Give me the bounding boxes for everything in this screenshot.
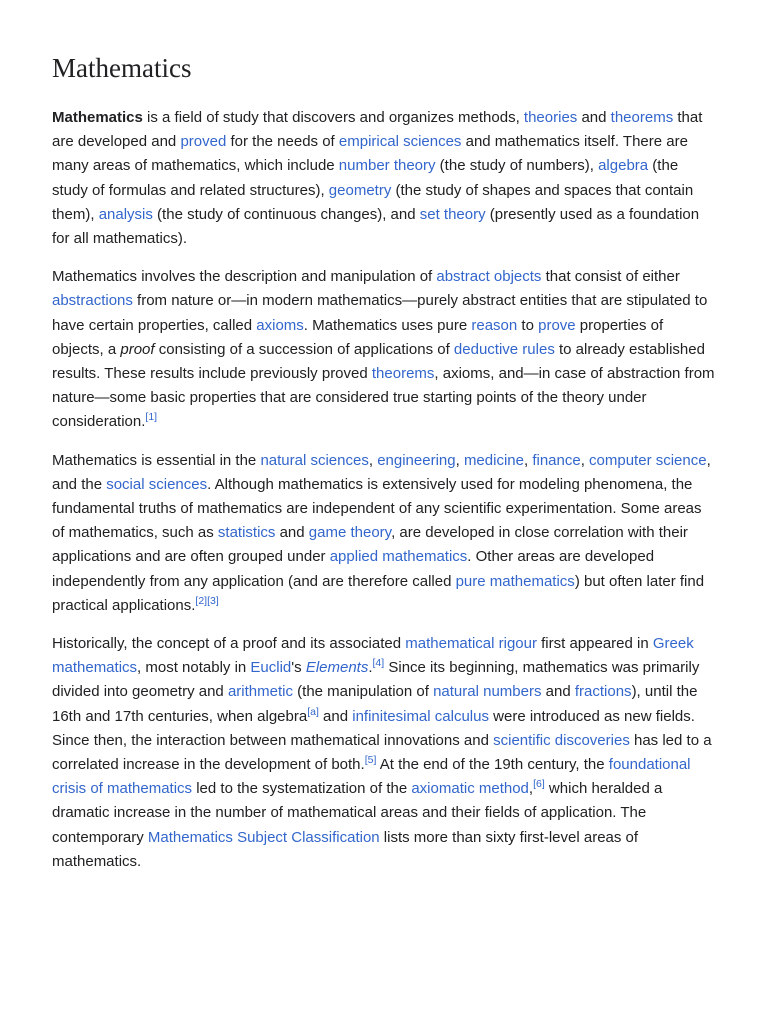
text-run: for the needs of bbox=[226, 133, 339, 151]
text-run: ) but often later find practical applications. bbox=[52, 572, 705, 614]
reference-link[interactable]: [5] bbox=[364, 754, 377, 767]
text-run: . Although mathematics is extensively used for modeling phenomena, the fundamental truths of mathematics are independent of any scientific experimentation. Some areas of mathematics, such as bbox=[52, 475, 702, 542]
link-medicine[interactable]: medicine bbox=[463, 451, 524, 469]
text-run: to already established results. These results include previously proved bbox=[52, 340, 705, 383]
text-run: Since its beginning, mathematics was primarily divided into geometry and bbox=[52, 659, 700, 701]
text-run: (the study of continuous changes), and bbox=[152, 205, 420, 223]
text-run: , most notably in bbox=[137, 659, 251, 677]
link-deductive-rules[interactable]: deductive rules bbox=[453, 340, 555, 358]
text-run: , bbox=[528, 780, 534, 798]
link-euclid[interactable]: Euclid bbox=[250, 659, 292, 677]
link-algebra[interactable]: algebra bbox=[598, 157, 649, 175]
link-arithmetic[interactable]: arithmetic bbox=[227, 683, 293, 701]
text-run: , are developed in close correlation with their applications and are often grouped under bbox=[52, 524, 688, 566]
text-run: 's bbox=[291, 659, 306, 677]
link-social-sciences[interactable]: social sciences bbox=[106, 475, 208, 493]
paragraph-2 bbox=[52, 265, 716, 434]
text-run: At the end of the 19th century, the bbox=[376, 756, 609, 774]
text-run: (the study of shapes and spaces that contain them), bbox=[52, 181, 694, 223]
text-run: and bbox=[541, 683, 575, 701]
text-run: , bbox=[455, 451, 464, 469]
link-applied-mathematics[interactable]: applied mathematics bbox=[329, 548, 468, 566]
link-greek-mathematics[interactable]: Greek mathematics bbox=[52, 635, 694, 677]
link-elements[interactable]: Elements bbox=[305, 659, 369, 677]
link-game-theory[interactable]: game theory bbox=[308, 524, 392, 542]
link-fractions[interactable]: fractions bbox=[574, 683, 632, 701]
text-run: , bbox=[580, 451, 590, 469]
text-run: from nature or—in modern mathematics—purely abstract entities that are stipulated to have certain properties, called bbox=[52, 292, 708, 334]
bold-term: Mathematics bbox=[52, 109, 143, 126]
text-run: Historically, the concept of a proof and its associated bbox=[52, 635, 406, 653]
text-run: consisting of a succession of applications of bbox=[154, 340, 454, 358]
reference-1[interactable] bbox=[145, 411, 157, 423]
text-run: and bbox=[318, 707, 353, 725]
link-statistics[interactable]: statistics bbox=[217, 524, 276, 542]
reference-4[interactable] bbox=[373, 657, 385, 669]
link-abstract-objects[interactable]: abstract objects bbox=[436, 268, 542, 286]
text-run: . bbox=[368, 659, 373, 677]
link-axiomatic-method[interactable]: axiomatic method bbox=[411, 780, 529, 798]
link-engineering[interactable]: engineering bbox=[377, 451, 456, 469]
reference-link[interactable]: [a] bbox=[307, 705, 319, 718]
text-run: is a field of study that discovers and organizes methods, bbox=[142, 109, 524, 126]
link-analysis[interactable]: analysis bbox=[98, 205, 153, 223]
link-empirical-sciences[interactable]: empirical sciences bbox=[338, 133, 462, 151]
reference-a[interactable] bbox=[307, 706, 319, 718]
text-run: led to the systematization of the bbox=[192, 780, 412, 798]
text-run: ), until the 16th and 17th centuries, when algebra bbox=[52, 683, 698, 725]
text-run: (the study of formulas and related structures), bbox=[52, 157, 679, 199]
paragraph-4 bbox=[52, 632, 716, 874]
paragraph-3 bbox=[52, 449, 716, 618]
link-theories[interactable]: theories bbox=[523, 109, 578, 126]
text-run: properties of objects, a bbox=[52, 316, 664, 358]
link-scientific-discoveries[interactable]: scientific discoveries bbox=[493, 731, 630, 749]
text-run: which heralded a dramatic increase in the number of mathematical areas and their fields of application. The contemporary bbox=[52, 780, 663, 846]
link-pure-mathematics[interactable]: pure mathematics bbox=[455, 572, 575, 590]
link-abstractions[interactable]: abstractions bbox=[52, 292, 133, 310]
text-run: , axioms, and—in case of abstraction from nature—some basic properties that are considered true starting points of the theory under consideration. bbox=[52, 365, 715, 431]
text-run: . Mathematics uses pure bbox=[303, 316, 472, 334]
link-natural-numbers[interactable]: natural numbers bbox=[433, 683, 542, 701]
link-infinitesimal-calculus[interactable]: infinitesimal calculus bbox=[352, 707, 489, 725]
reference-link[interactable]: [1] bbox=[145, 411, 158, 424]
text-run: and mathematics itself. There are many areas of mathematics, which include bbox=[52, 133, 688, 175]
link-axioms[interactable]: axioms bbox=[256, 316, 304, 334]
link-reason[interactable]: reason bbox=[471, 316, 518, 334]
text-run: , bbox=[523, 451, 533, 469]
link-set-theory[interactable]: set theory bbox=[419, 205, 486, 223]
reference-link[interactable]: [3] bbox=[207, 594, 219, 607]
reference-2[interactable] bbox=[195, 595, 207, 607]
link-number-theory[interactable]: number theory bbox=[338, 157, 436, 175]
link-proved[interactable]: proved bbox=[180, 133, 227, 151]
text-run: Mathematics involves the description and manipulation of bbox=[52, 268, 437, 286]
link-finance[interactable]: finance bbox=[532, 451, 581, 469]
reference-link[interactable]: [2] bbox=[195, 594, 208, 607]
text-run: first appeared in bbox=[536, 635, 653, 653]
link-natural-sciences[interactable]: natural sciences bbox=[260, 451, 369, 469]
text-run: (presently used as a foundation for all mathematics). bbox=[52, 205, 700, 248]
text-run: that consist of either bbox=[541, 268, 680, 286]
text-run: to bbox=[517, 316, 539, 334]
paragraph-1 bbox=[52, 106, 716, 251]
link-mathematics-subject-classification[interactable]: Mathematics Subject Classification bbox=[147, 828, 380, 846]
text-run: has led to a correlated increase in the development of both. bbox=[52, 731, 712, 774]
reference-6[interactable] bbox=[533, 778, 545, 790]
link-computer-science[interactable]: computer science bbox=[589, 451, 707, 469]
text-run: and bbox=[275, 524, 309, 542]
text-run: were introduced as new fields. Since then, the interaction between mathematical innovations and bbox=[52, 707, 695, 749]
link-theorems[interactable]: theorems bbox=[371, 365, 435, 383]
reference-link[interactable]: [6] bbox=[533, 778, 545, 791]
page-title: Mathematics bbox=[52, 53, 192, 83]
link-prove[interactable]: prove bbox=[538, 316, 576, 334]
reference-3[interactable] bbox=[207, 595, 219, 607]
reference-5[interactable] bbox=[365, 754, 377, 766]
text-run: Mathematics is essential in the bbox=[52, 451, 261, 469]
link-foundational-crisis-of-mathematics[interactable]: foundational crisis of mathematics bbox=[52, 756, 691, 798]
text-run: (the study of numbers), bbox=[435, 157, 599, 175]
reference-link[interactable]: [4] bbox=[372, 657, 385, 670]
text-run: lists more than sixty first-level areas of mathematics. bbox=[52, 828, 639, 870]
text-run: , bbox=[368, 451, 378, 469]
text-run: , and the bbox=[52, 451, 711, 493]
link-mathematical-rigour[interactable]: mathematical rigour bbox=[405, 635, 537, 653]
link-theorems[interactable]: theorems bbox=[610, 109, 674, 126]
text-run: and bbox=[577, 109, 611, 126]
text-run: that are developed and bbox=[52, 109, 703, 151]
link-geometry[interactable]: geometry bbox=[328, 181, 392, 199]
italic-term: proof bbox=[120, 340, 155, 358]
text-run: . Other areas are developed independently from any application (and are therefore called bbox=[52, 548, 655, 590]
text-run: (the manipulation of bbox=[292, 683, 434, 701]
